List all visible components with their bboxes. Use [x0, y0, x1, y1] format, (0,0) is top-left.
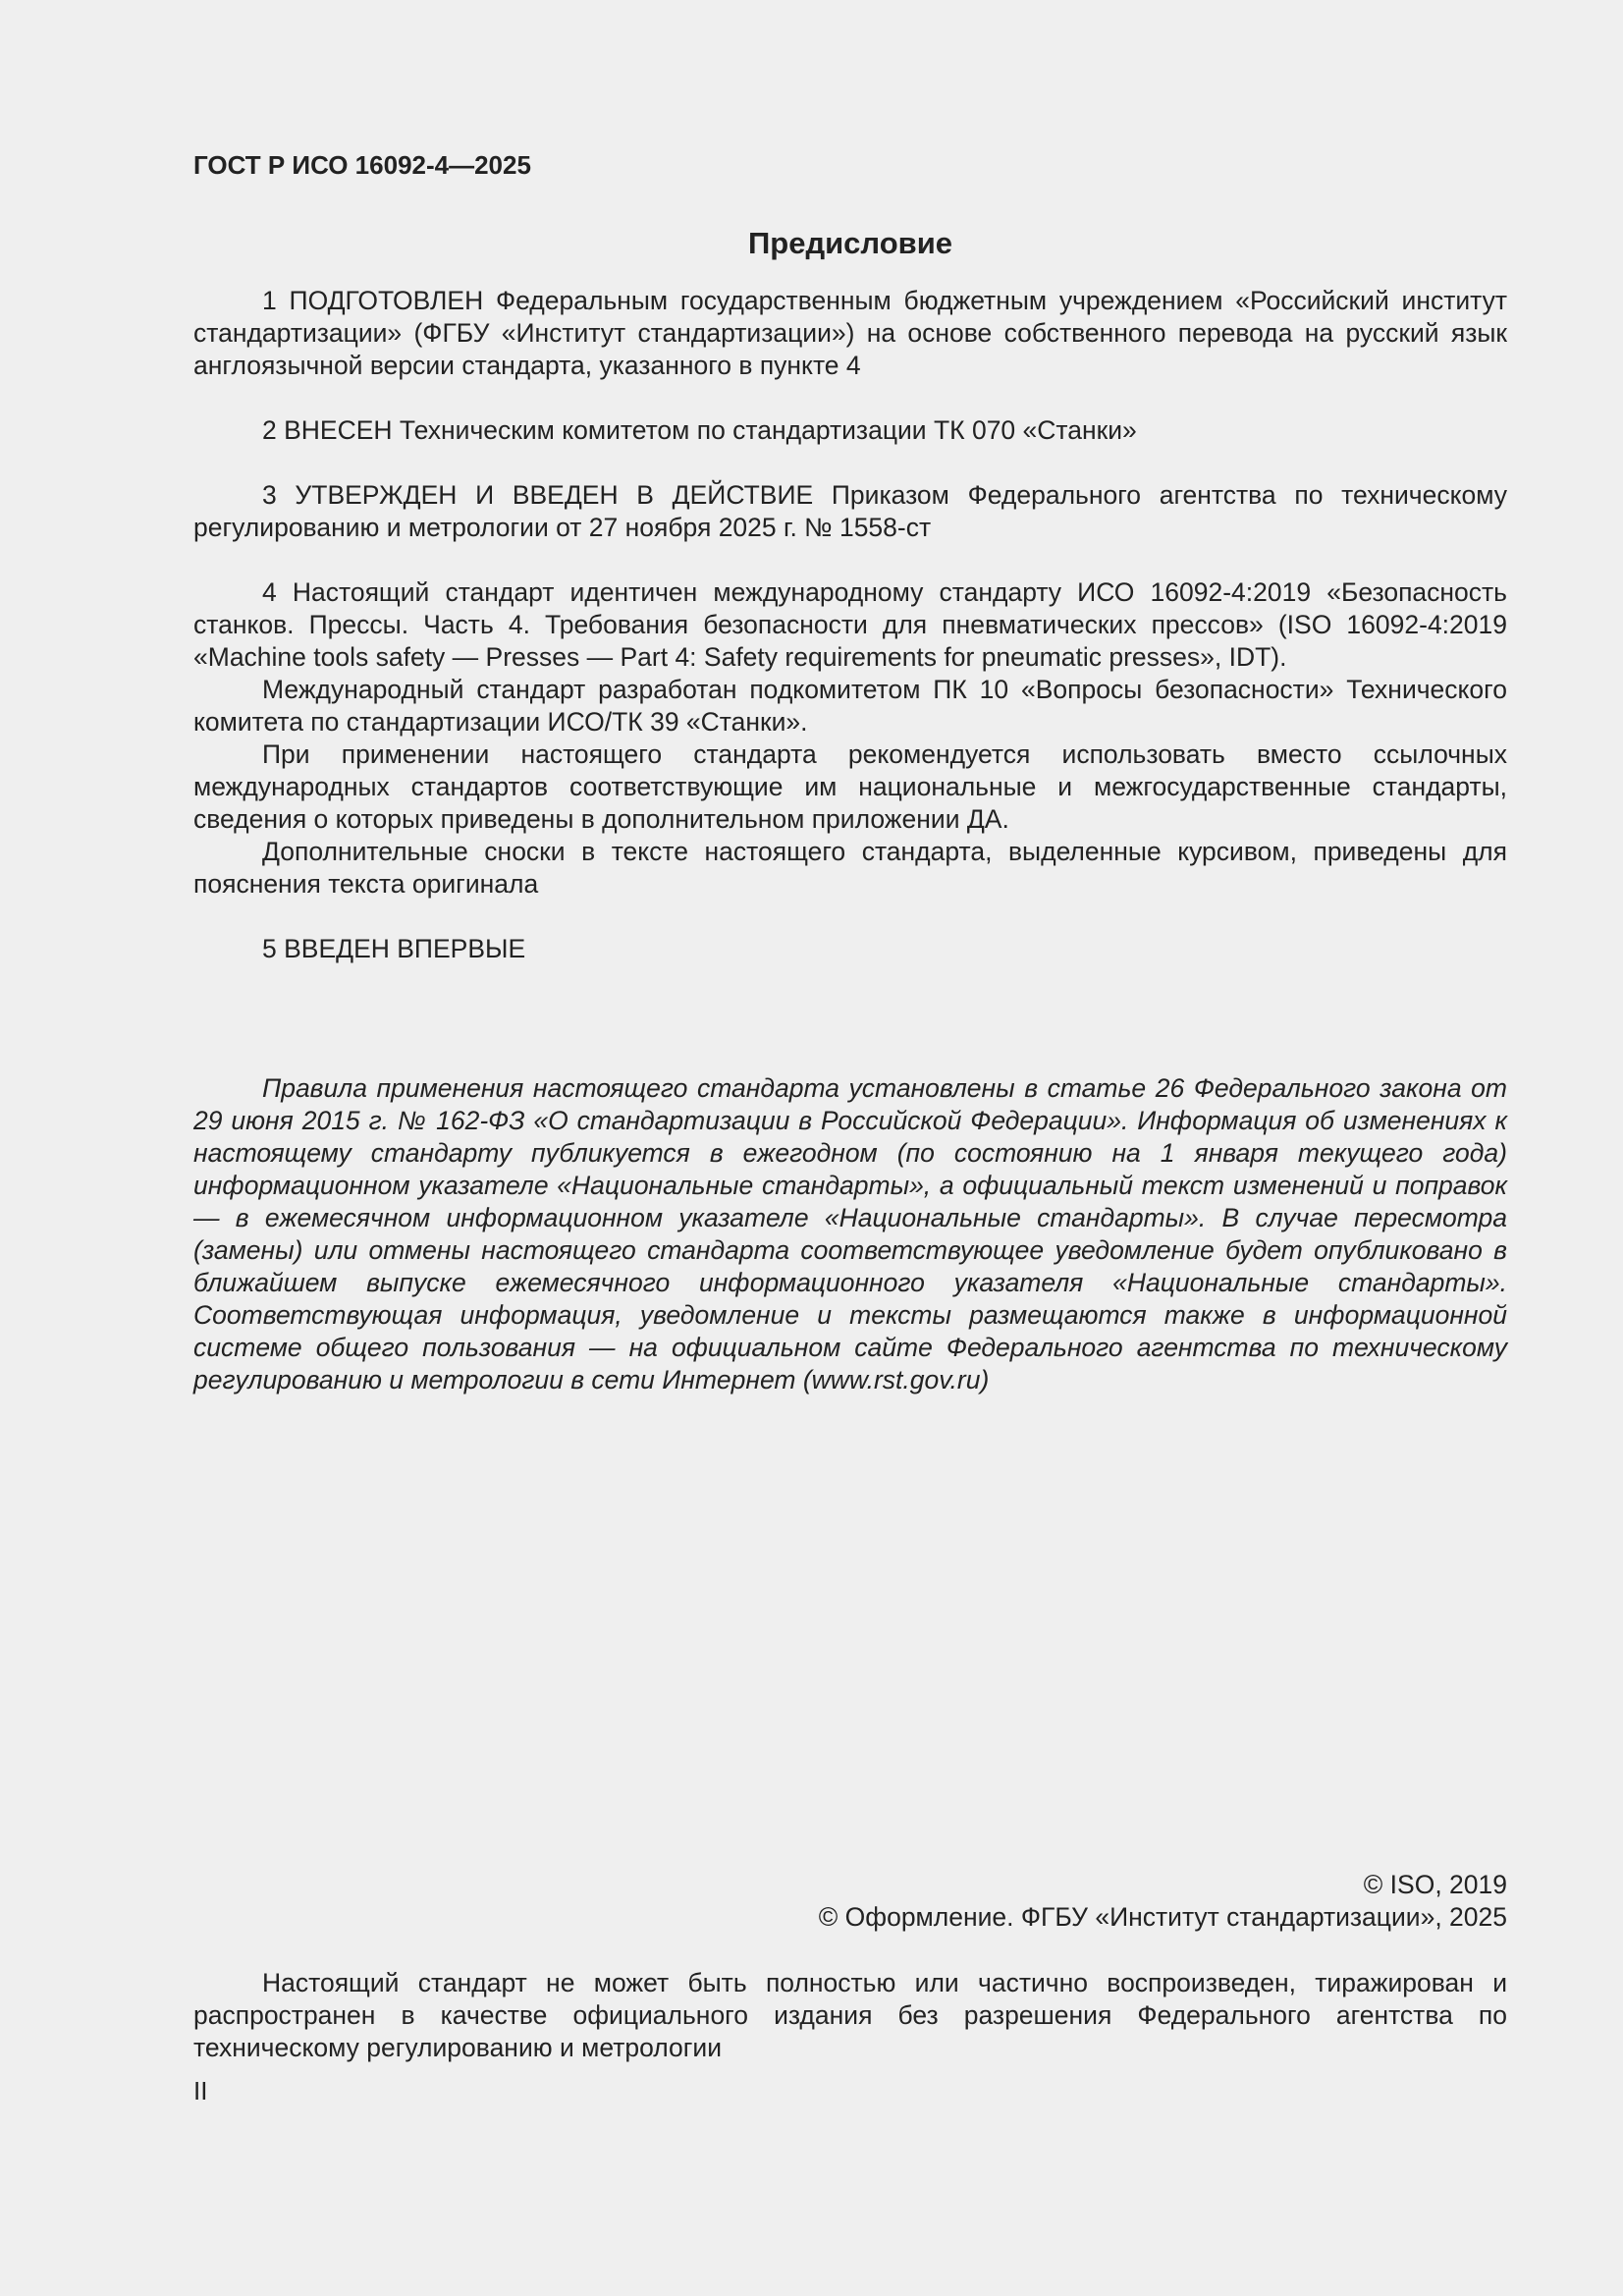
page-number: II	[193, 2076, 208, 2105]
section-4-footnotes: Дополнительные сноски в тексте настоящего стандарта, выделенные курсивом, приведены для пояснения текста оригинала	[193, 837, 1507, 899]
rules-notice-block	[193, 1072, 1507, 1396]
section-2-submitted: 2 ВНЕСЕН Техническим комитетом по стандартизации ТК 070 «Станки»	[262, 415, 1137, 445]
copyright-block	[193, 1869, 1507, 1934]
section-4-developer: Международный стандарт разработан подкомитетом ПК 10 «Вопросы безопасности» Технического комитета по стандартизации ИСО/ТК 39 «Станки».	[193, 675, 1507, 737]
section-1-prepared: 1 ПОДГОТОВЛЕН Федеральным государственным бюджетным учреждением «Российский институт стандартизации» (ФГБУ «Институт стандартизации») на основе собственного перевода на русский язык англоязычной версии стандарта, указанного в пункте 4	[193, 286, 1507, 380]
copyright-iso: © ISO, 2019	[1363, 1870, 1507, 1899]
copyright-design: © Оформление. ФГБУ «Институт стандартизации», 2025	[818, 1902, 1507, 1932]
rules-notice: Правила применения настоящего стандарта установлены в статье 26 Федерального закона от 29 июня 2015 г. № 162-ФЗ «О стандартизации в Российской Федерации». Информация об изменениях к настоящему стандарту публикуется в ежегодном (по состоянию на 1 января текущего года) информационном указателе «Национальные стандарты», а официальный текст изменений и поправок — в ежемесячном информационном указателе «Национальные стандарты». В случае пересмотра (замены) или отмены настоящего стандарта соответствующее уведомление будет опубликовано в ближайшем выпуске ежемесячного информационного указателя «Национальные стандарты». Соответствующая информация, уведомление и тексты размещаются также в информационной системе общего пользования — на официальном сайте Федерального агентства по техническому регулированию и метрологии в сети Интернет (www.rst.gov.ru)	[193, 1073, 1507, 1394]
foreword-body	[193, 285, 1507, 965]
section-3-approved: 3 УТВЕРЖДЕН И ВВЕДЕН В ДЕЙСТВИЕ Приказом Федерального агентства по техническому регулированию и метрологии от 27 ноября 2025 г. № 1558-ст	[193, 480, 1507, 542]
page-title: Предисловие	[747, 226, 952, 260]
document-page	[193, 0, 1507, 2296]
document-code: ГОСТ Р ИСО 16092-4—2025	[193, 150, 531, 180]
section-4-references: При применении настоящего стандарта рекомендуется использовать вместо ссылочных международных стандартов соответствующие им национальные и межгосударственные стандарты, сведения о которых приведены в дополнительном приложении ДА.	[193, 739, 1507, 834]
section-4-identical: 4 Настоящий стандарт идентичен международному стандарту ИСО 16092-4:2019 «Безопасность станков. Прессы. Часть 4. Требования безопасности для пневматических прессов» (ISO 16092-4:2019 «Machine tools safety — Presses — Part 4: Safety requirements for pneumatic presses», IDT).	[193, 577, 1507, 672]
reproduction-notice-block	[193, 1967, 1507, 2064]
section-5-introduced: 5 ВВЕДЕН ВПЕРВЫЕ	[262, 934, 526, 963]
reproduction-notice: Настоящий стандарт не может быть полностью или частично воспроизведен, тиражирован и распространен в качестве официального издания без разрешения Федерального агентства по техническому регулированию и метрологии	[193, 1968, 1507, 2062]
